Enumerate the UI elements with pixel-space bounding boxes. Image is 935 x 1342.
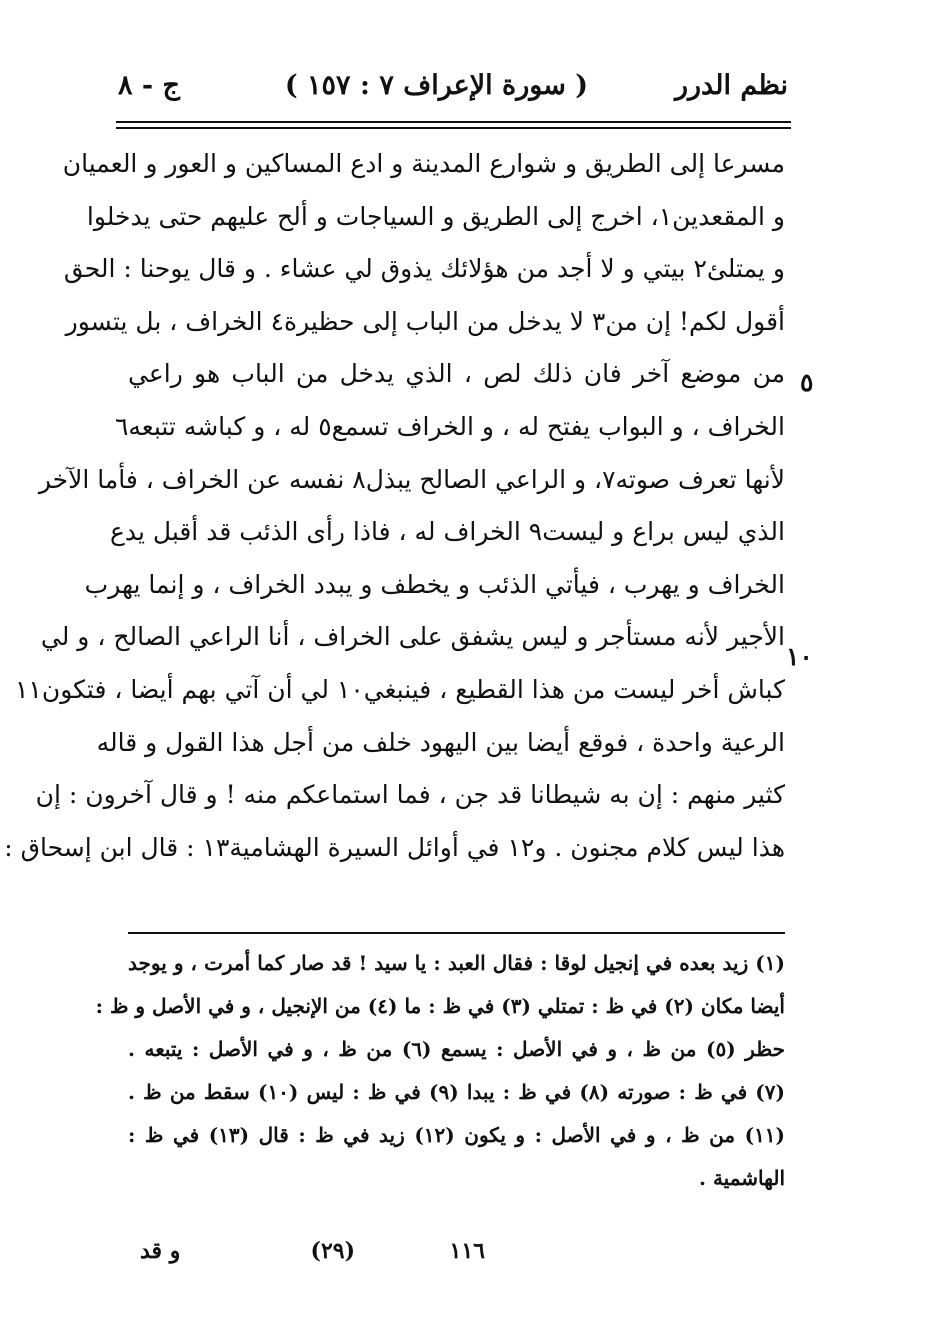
page-header [118,64,788,114]
catchword: و قد [140,1238,181,1264]
text-line: الذي ليس براع و ليست٩ الخراف له ، فاذا رأى الذئب قد أقبل يدع [109,517,785,547]
line-number-5: ٥ [800,368,814,397]
text-line: و يمتلئ٢ بيتي و لا أجد من هؤلائك يذوق لي عشاء . و قال يوحنا : الحق [63,254,785,284]
footnote-line: أيضا مكان (٢) في ظ : تمتلي (٣) في ظ : ما (٤) من الإنجيل ، و في الأصل و ظ : [95,994,785,1018]
footnotes [95,942,785,1200]
signature-mark: (٢٩) [310,1238,355,1264]
volume-number: ج - ٨ [118,70,180,101]
header-rule-thin [116,121,791,123]
page-footer [140,1238,700,1278]
footnote-line: (١١) من ظ ، و في الأصل : و يكون (١٢) زيد في ظ : قال (١٣) في ظ : [128,1123,785,1147]
text-line: مسرعا إلى الطريق و شوارع المدينة و ادع المساكين و العور و العميان [62,149,785,178]
footnote-line: حظر (٥) من ظ ، و في الأصل : يسمع (٦) من ظ ، و في الأصل : يتبعه . [128,1037,785,1061]
footnote-line: الهاشمية . [699,1166,785,1190]
text-line: كباش أخر ليست من هذا القطيع ، فينبغي١٠ لي أن آتي بهم أيضا ، فتكون١١ [14,674,785,704]
text-line: الخراف ، و البواب يفتح له ، و الخراف تسمع٥ له ، و كباشه تتبعه٦ [114,411,785,441]
text-line: هذا ليس كلام مجنون . و١٢ في أوائل السيرة الهشامية١٣ : قال ابن إسحاق : [4,832,785,862]
text-line: من موضع آخر فان ذلك لص ، الذي يدخل من الباب هو راعي [128,359,785,389]
text-line: الأجير لأنه مستأجر و ليس يشفق على الخراف ، أنا الراعي الصالح ، و لي [40,622,785,652]
text-line: أقول لكم! إن من٣ لا يدخل من الباب إلى حظيرة٤ الخراف ، بل يتسور [65,306,785,336]
header-rule-thick [116,127,791,129]
text-line: الرعية واحدة ، فوقع أيضا بين اليهود خلف من أجل هذا القول و قاله [96,727,785,757]
line-number-10: ١٠ [786,642,813,671]
text-line: الخراف و يهرب ، فيأتي الذئب و يخطف و يبدد الخراف ، و إنما يهرب [84,569,785,599]
footnote-line: (٧) في ظ : صورته (٨) في ظ : يبدا (٩) في ظ : ليس (١٠) سقط من ظ . [128,1080,785,1104]
page-number: ١١٦ [449,1238,485,1264]
surah-reference: ( سورة الإعراف ٧ : ١٥٧ ) [284,70,588,101]
book-title: نظم الدرر [674,70,788,101]
footnote-rule [128,932,785,934]
text-line: و المقعدين١، اخرج إلى الطريق و السياجات و ألح عليهم حتى يدخلوا [86,201,785,231]
text-line: لأنها تعرف صوته٧، و الراعي الصالح يبذل٨ نفسه عن الخراف ، فأما الآخر [38,464,785,494]
text-line: كثير منهم : إن به شيطانا قد جن ، فما استماعكم منه ! و قال آخرون : إن [35,780,785,810]
footnote-line: (١) زيد بعده في إنجيل لوقا : فقال العبد : يا سيد ! قد صار كما أمرت ، و يوجد [128,951,785,975]
main-text [4,138,785,874]
